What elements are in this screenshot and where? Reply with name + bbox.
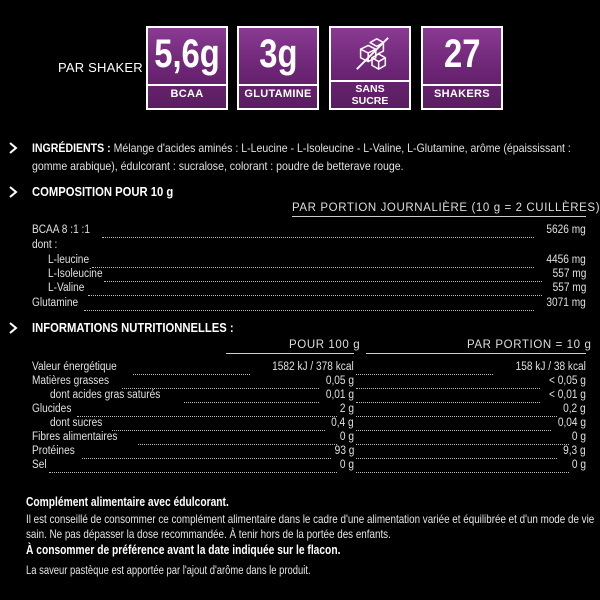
ingredients-title: INGRÉDIENTS : xyxy=(32,141,111,155)
shakers-label: SHAKERS xyxy=(434,88,490,100)
nutrition-label: Sel xyxy=(32,459,47,471)
nutrition-row xyxy=(0,389,600,404)
nutrition-value-portion: 0 g xyxy=(571,431,586,443)
row-label: dont : xyxy=(32,239,58,251)
badge-divider xyxy=(423,84,501,86)
per-shaker-label: PAR SHAKER xyxy=(58,60,143,75)
nutrition-label: Valeur énergétique xyxy=(32,361,117,373)
nutrition-value-100g: 0,01 g xyxy=(325,389,354,401)
composition-row xyxy=(48,254,586,269)
row-label: L-Valine xyxy=(48,282,85,294)
nutrition-value-100g: 0,05 g xyxy=(325,375,354,387)
nutrition-label: Glucides xyxy=(32,403,72,415)
row-value: 3071 mg xyxy=(546,297,586,309)
nutrition-label: dont acides gras saturés xyxy=(50,389,161,401)
composition-row xyxy=(32,239,586,254)
nutrition-col1-header: POUR 100 g xyxy=(289,339,361,351)
header-underline xyxy=(292,216,586,217)
chevron-right-icon xyxy=(8,186,18,198)
nutrition-row xyxy=(0,445,600,460)
row-label: BCAA 8 :1 :1 xyxy=(32,224,90,236)
nutrition-title: INFORMATIONS NUTRITIONNELLES : xyxy=(32,321,234,335)
nutrition-value-portion: < 0,05 g xyxy=(549,375,586,387)
nutrition-row xyxy=(0,459,600,474)
ingredients-line-2: gomme arabique), édulcorant : sucralose, colorant : poudre de betterave rouge. xyxy=(32,159,404,173)
sugar-cubes-crossed-icon xyxy=(353,34,391,72)
composition-row xyxy=(32,224,586,239)
row-value: 4456 mg xyxy=(546,254,586,266)
shakers-badge xyxy=(421,26,503,110)
dot-leader xyxy=(356,472,569,473)
bcaa-badge xyxy=(146,26,228,110)
nutrition-value-portion: 0 g xyxy=(571,459,586,471)
composition-column-header: PAR PORTION JOURNALIÈRE (10 g = 2 CUILLÈRES) xyxy=(292,202,600,214)
sugar-free-badge xyxy=(329,26,411,110)
glutamine-badge xyxy=(237,26,319,110)
nutrition-label: Protéines xyxy=(32,445,75,457)
header-underline xyxy=(226,353,354,354)
nutrition-value-100g: 0 g xyxy=(339,459,354,471)
nutrition-value-100g: 93 g xyxy=(334,445,354,457)
nutrition-value-portion: 0,04 g xyxy=(557,417,586,429)
bcaa-label: BCAA xyxy=(170,88,204,100)
nutrition-label: Fibres alimentaires xyxy=(32,431,118,443)
nutrition-value-portion: 9,3 g xyxy=(563,445,586,457)
composition-title: COMPOSITION POUR 10 g xyxy=(32,185,174,199)
footer-warning: sain. Ne pas dépasser la dose recommandée. À tenir hors de la portée des enfants. xyxy=(26,527,391,541)
nutrition-value-portion: < 0,01 g xyxy=(549,389,586,401)
nutrition-row xyxy=(0,403,600,418)
nutrition-col2-header: PAR PORTION = 10 g xyxy=(467,339,592,351)
glutamine-label: GLUTAMINE xyxy=(244,88,312,100)
nutrition-value-100g: 1582 kJ / 378 kcal xyxy=(272,361,354,373)
nutrition-value-100g: 2 g xyxy=(339,403,354,415)
badge-divider xyxy=(239,84,317,86)
row-label: Glutamine xyxy=(32,297,79,309)
composition-row xyxy=(48,282,586,297)
row-label: L-Isoleucine xyxy=(48,268,103,280)
dot-leader xyxy=(88,295,542,296)
row-value: 5626 mg xyxy=(546,224,586,236)
row-value: 557 mg xyxy=(552,282,586,294)
nutrition-value-100g: 0,4 g xyxy=(331,417,354,429)
row-label: L-leucine xyxy=(48,254,90,266)
chevron-right-icon xyxy=(8,322,18,334)
footer-best-before: À consommer de préférence avant la date indiquée sur le flacon. xyxy=(26,543,341,557)
footer-heading: Complément alimentaire avec édulcorant. xyxy=(26,495,229,509)
dot-leader xyxy=(49,472,337,473)
nutrition-row xyxy=(0,375,600,390)
chevron-right-icon xyxy=(8,142,18,154)
nutrition-value-portion: 158 kJ / 38 kcal xyxy=(515,361,586,373)
badge-divider xyxy=(148,84,226,86)
footer-advice: Il est conseillé de consommer ce complément alimentaire dans le cadre d'une alimentation variée et équilibrée et d'un mode de vie xyxy=(26,512,595,526)
nutrition-label: dont sucres xyxy=(50,417,103,429)
sugar-free-label: SANS SUCRE xyxy=(351,83,389,107)
composition-row xyxy=(32,297,586,312)
dot-leader xyxy=(102,237,534,238)
nutrition-value-100g: 0 g xyxy=(339,431,354,443)
dot-leader xyxy=(84,310,534,311)
footer-flavor-note: La saveur pastèque est apportée par l'ajout d'arôme dans le produit. xyxy=(26,565,311,577)
bcaa-value: 5,6g xyxy=(154,32,220,76)
header-underline xyxy=(366,353,586,354)
ingredients-line-1: INGRÉDIENTS : Mélange d'acides aminés : L-Leucine - L-Isoleucine - L-Valine, L-Glutamine, arôme (épaississant : xyxy=(32,141,571,155)
glutamine-value: 3g xyxy=(258,32,298,76)
row-value: 557 mg xyxy=(552,268,586,280)
shakers-value: 27 xyxy=(443,32,481,76)
nutrition-row xyxy=(0,431,600,446)
badge-divider xyxy=(331,80,409,82)
nutrition-value-portion: 0,2 g xyxy=(563,403,586,415)
nutrition-row xyxy=(0,417,600,432)
composition-row xyxy=(48,268,586,283)
nutrition-label: Matières grasses xyxy=(32,375,110,387)
nutrition-row xyxy=(0,361,600,376)
